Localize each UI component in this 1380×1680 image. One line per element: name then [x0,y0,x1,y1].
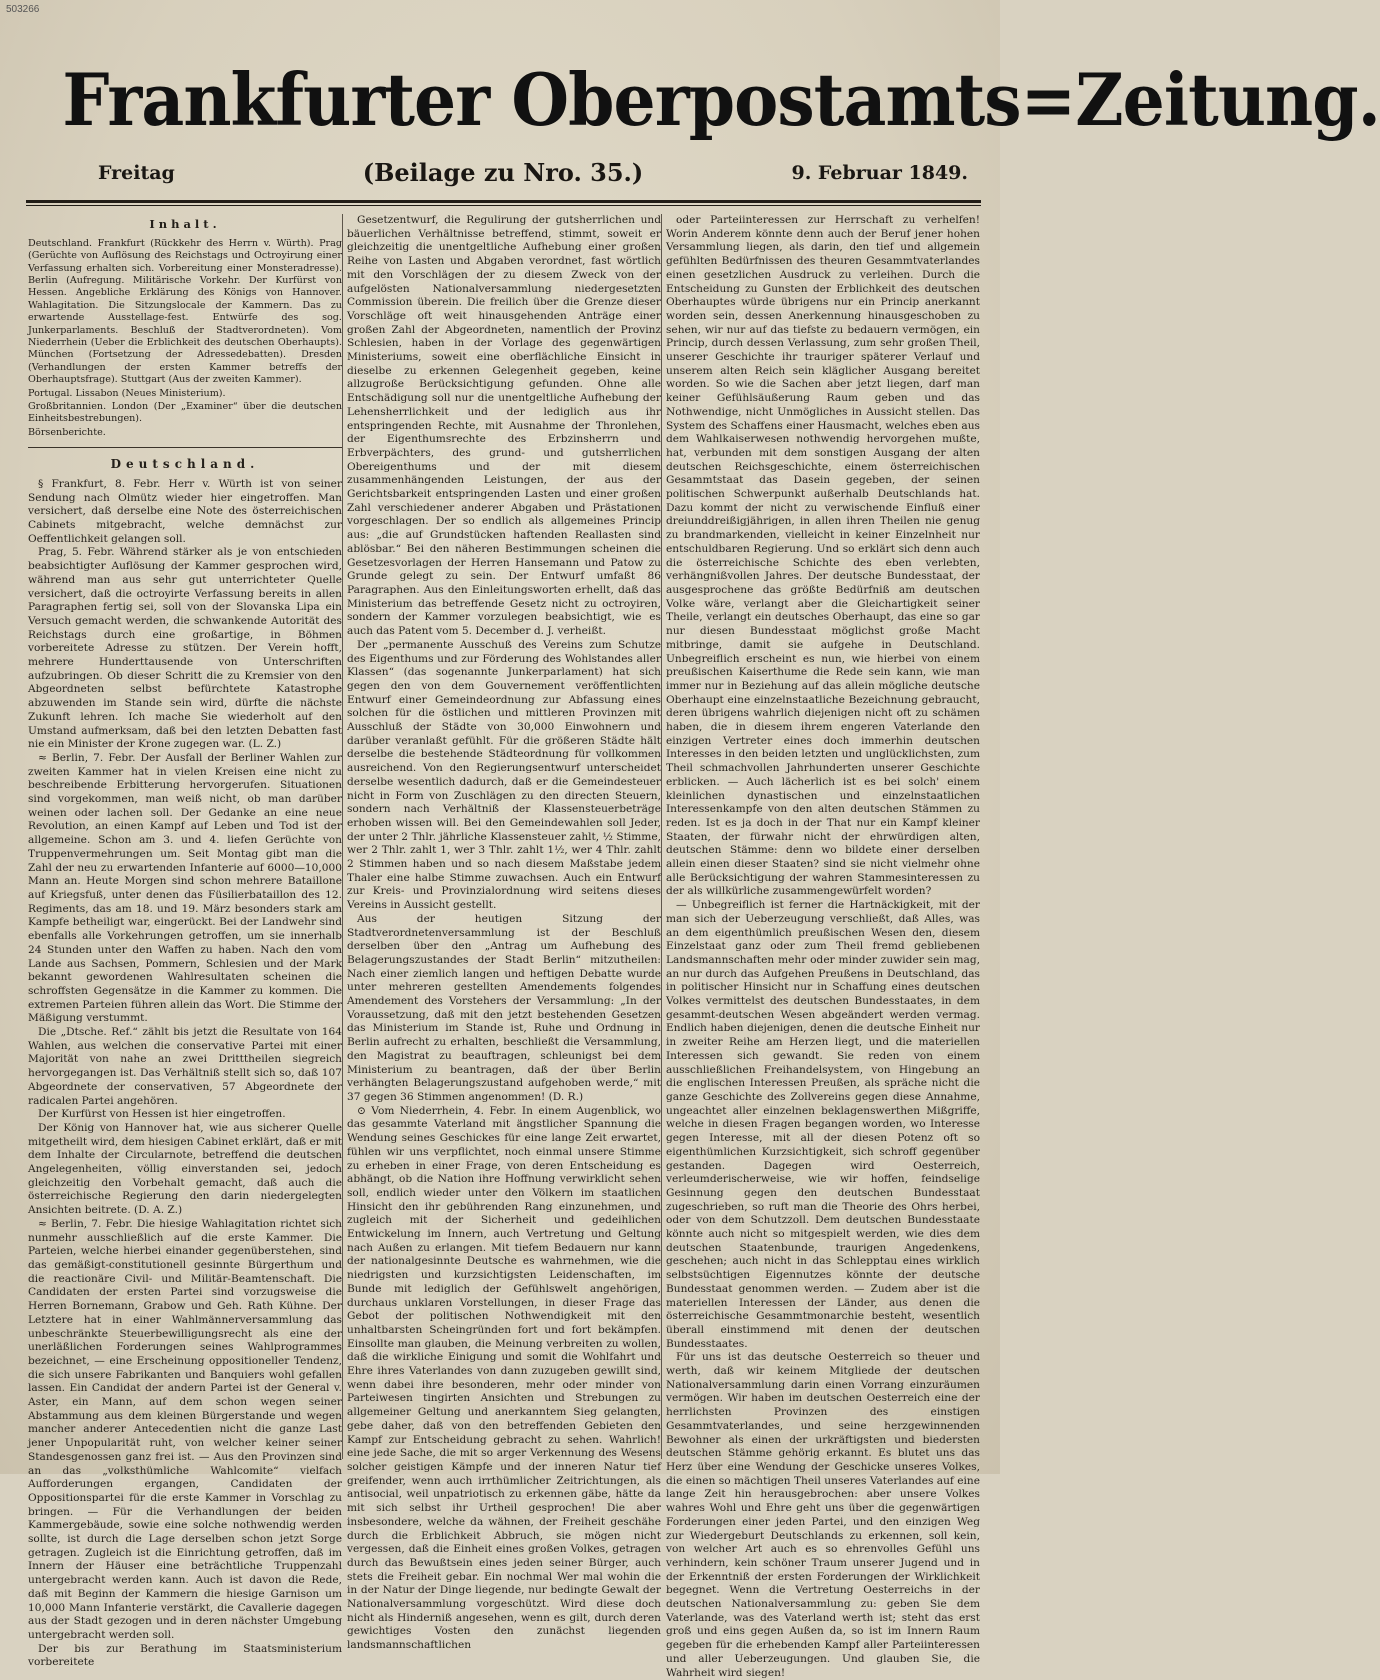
column-divider [661,214,662,1459]
column-3 [666,214,980,1679]
article-paragraph: Die „Dtsche. Ref.“ zählt bis jetzt die Resultate von 164 Wahlen, aus welchen die conservative Partei mit einer Majorität von nahe an zwei Dritttheilen siegreich hervorgegangen ist. Das Verhältniß stellt sich so, daß 107 Abgeordnete der conservativen, 57 Abgeordnete der radicalen Partei angehören. [28,1026,342,1107]
toc-heading: Inhalt. [149,217,221,231]
toc-entry: Deutschland. Frankfurt (Rückkehr des Herrn v. Würth). Prag (Gerüchte von Auflösung des Reichstags und Octroyirung einer Verfassung erhalten sich. Vorbereitung einer Monsteradresse). Berlin (Aufregung. Militärische Vorkehr. Der Kurfürst von Hessen. Angebliche Erklärung des Königs von Hannover. Wahlagitation. Die Sitzungslocale der Kammern. Das zu erwartende Ausstellage-fest. Entwürfe des sog. Junkerparlaments. Beschluß der Stadtverordneten). Vom Niederrhein (Ueber die Erblichkeit des deutschen Oberhaupts). München (Fortsetzung der Adressedebatten). Dresden (Verhandlungen der ersten Kammer betreffs der Oberhauptsfrage). Stuttgart (Aus der zweiten Kammer). [28,237,342,386]
column-divider [342,214,343,1459]
article-paragraph: ≈ Berlin, 7. Febr. Die hiesige Wahlagitation richtet sich nunmehr ausschließlich auf die erste Kammer. Die Parteien, welche hierbei einander gegenüberstehen, sind das gemäßigt-constitutionell gesinnte Bürgerthum und die reactionäre Civil- und Militär-Beamtenschaft. Die Candidaten der ersten Partei sind vorzugsweise die Herren Bornemann, Grabow und Geh. Rath Kühne. Der Letztere hat in einer Wahlmännerversammlung das unbeschränkte Steuerbewilligungsrecht als eine der unerläßlichen Forderungen seines Wahlprogrammes bezeichnet, — eine Erscheinung oppositioneller Tendenz, die sich unsere Fabrikanten und Banquiers wohl gefallen lassen. Ein Candidat der andern Partei ist der General v. Aster, ein Mann, auf dem schon wegen seiner Abstammung aus dem kleinen Bürgerstande und wegen mancher anderer Antecedentien nicht die ganze Last jener Unpopularität ruht, von welcher keiner seiner Standesgenossen ganz frei ist. — Aus den Provinzen sind an das „volksthümliche Wahlcomite“ vielfach Aufforderungen ergangen, Candidaten der Oppositionspartei für die erste Kammer in Vorschlag zu bringen. — Für die Verhandlungen der beiden Kammergebäude, sowie eine solche nothwendig werden sollte, ist durch die Lage derselben schon jetzt Sorge getragen. Zugleich ist die Einrichtung getroffen, daß im Innern der Häuser eine beträchtliche Truppenzahl untergebracht werden kann. Auch ist davon die Rede, daß mit Beginn der Kammern die hiesige Garnison um 10,000 Mann Infanterie verstärkt, die Cavallerie dagegen aus der Stadt gezogen und in deren nächster Umgebung untergebracht werden soll. [28,1217,342,1641]
column-1 [28,214,342,1669]
article-paragraph: oder Parteiinteressen zur Herrschaft zu verhelfen! Worin Anderem könnte denn auch der Beruf jener hohen Versammlung liegen, als darin, den tief und allgemein gefühlten Bedürfnissen des theuren Gesammtvaterlandes einen gesetzlichen Ausdruck zu verleihen. Durch die Entscheidung zu Gunsten der Erblichkeit des deutschen Oberhauptes würde übrigens nur ein Princip anerkannt worden sein, dessen Anerkennung hinausgeschoben zu sehen, wir nur auf das tiefste zu bedauern vermögen, ein Princip, durch dessen Verlassung, zum sehr großen Theil, unserer Geschichte ihr trauriger späterer Verlauf und unserem alten Reich sein kläglicher Ausgang bereitet worden. So wie die Sachen aber jetzt liegen, darf man keiner Gefühlsäußerung Raum geben und das Nothwendige, nicht Unmögliches in Aussicht stellen. Das System des Schaffens einer Hausmacht, welches eben aus dem Wahlkaiserwesen nothwendig hervorgehen mußte, hat, verbunden mit dem sonstigen Ausgang der alten deutschen Reichsgeschichte, einem österreichischen Gesammtstaat das Dasein gegeben, der seinen politischen Schwerpunkt außerhalb Deutschlands hat. Dazu kommt der nicht zu verwischende Einfluß einer dreiunddreißigjährigen, in allen ihren Theilen nie genug zu brandmarkenden, vielleicht in keiner Einzelnheit nur entschuldbaren Regierung. Und so erklärt sich denn auch die österreichische Schichte des eben verlebten, verhängnißvollen Jahres. Der deutsche Bundesstaat, der ausgesprochene das größte Bedürfniß am deutschen Volke wäre, verlangt aber die Gleichartigkeit seiner Theile, verlangt ein deutsches Oberhaupt, das eine so gar nur diesen Bundesstaat möglichst große Macht mitbringe, damit sie aufgehe in Deutschland. Unbegreiflich erscheint es nun, wie hierbei von einem preußischen Kaiserthume die Rede sein kann, wie man immer nur in Beziehung auf das allein mögliche deutsche Oberhaupt eine einzelnstaatliche Bezeichnung gebraucht, deren übrigens wahrlich diejenigen nicht oft zu schämen haben, die in diesem ihrem engeren Vaterlande den einzigen Vertreter eines doch immerhin deutschen Interesses in den beiden letzten und unglücklichsten, zum Theil schmachvollen Jahrhunderten unserer Geschichte erblicken. — Auch lächerlich ist es bei solch' einem kleinlichen dynastischen und einzelnstaatlichen Interessenkampfe von den alten deutschen Stämmen zu reden. Ist es ja doch in der That nur ein Kampf kleiner Staaten, der fürwahr nicht der ehrwürdigen alten, deutschen Stämme: denn wo bildete einer derselben allein einen dieser Staaten? sind sie nicht vielmehr ohne alle Berücksichtigung der wahren Stammesinteressen zu der als willkürliche zusammengewürfelt worden? [666,214,980,898]
toc-entry: Portugal. Lissabon (Neues Ministerium). [28,387,226,399]
article-paragraph: ⊙ Vom Niederrhein, 4. Febr. In einem Augenblick, wo das gesammte Vaterland mit ängstlicher Spannung die Wendung seines Geschickes für eine lange Zeit erwartet, fühlen wir uns verpflichtet, noch einmal unsere Stimme zu erheben in einer Frage, von deren Entscheidung es abhängt, ob die Nation ihre Hoffnung verwirklicht sehen soll, endlich wieder unter den Völkern im staatlichen Hinsicht den ihr gebührenden Rang einzunehmen, und zugleich mit der Sicherheit und gedeihlichen Entwickelung im Innern, auch Vertretung und Geltung nach Außen zu erlangen. Mit tiefem Bedauern nur kann der nationalgesinnte Deutsche es wahrnehmen, wie die niedrigsten und kurzsichtigsten Leidenschaften, im Bunde mit lediglich der Gefühlswelt angehörigen, durchaus unklaren Vorstellungen, in dieser Frage das Gebot der politischen Nothwendigkeit mit den unhaltbarsten Scheingründen fort und fort bekämpfen. Einsollte man glauben, die Meinung verbreiten zu wollen, daß die wirkliche Einigung und somit die Wohlfahrt und Ehre ihres Vaterlandes von dann zuzugeben gewillt sind, wenn dabei ihre besonderen, mehr oder minder von Parteiwesen tingirten Ansichten und Strebungen zu allgemeiner Geltung und anerkanntem Sieg gelangten, gebe daher, daß von den betreffenden Gebieten den Kampf zur Entscheidung gebracht zu sehen. Wahrlich! eine jede Sache, die mit so arger Verkennung des Wesens solcher geistigen Kämpfe und der inneren Natur tief greifender, wenn auch irrthümlicher Zeitrichtungen, als antisocial, weil unpatriotisch zu erkennen gäbe, hätte da mit sich selbst ihr Urtheil gesprochen! Die aber insbesondere, welche da wähnen, der Freiheit geschähe durch die Erblichkeit Abbruch, sie mögen nicht vergessen, daß die Einheit eines großen Volkes, getragen durch das Bewußtsein eines jeden seiner Bürger, auch stets die Freiheit gebar. Ein nochmal Wer mal wohin die in der Natur der Dinge liegende, nur bedingte Gewalt der Nationalversammlung vorgeschützt. Wird diese doch nicht als Hinderniß angesehen, wenn es gilt, durch deren gewichtiges Vosten den zunächst liegenden landsmannschaftlichen [347,1104,661,1652]
article-paragraph: Der König von Hannover hat, wie aus sicherer Quelle mitgetheilt wird, dem hiesigen Cabinet erklärt, daß er mit dem Inhalte der Circularnote, betreffend die deutschen Angelegenheiten, völlig einverstanden sei, jedoch gleichzeitig den Vorbehalt gemacht, daß auch die österreichische Regierung den darin niedergelegten Ansichten beitrete. (D. A. Z.) [28,1121,342,1217]
article-paragraph: Der Kurfürst von Hessen ist hier eingetroffen. [38,1108,286,1121]
column-2 [347,214,661,1652]
article-paragraph: — Unbegreiflich ist ferner die Hartnäckigkeit, mit der man sich der Ueberzeugung verschließt, daß Alles, was an dem eigenthümlich preußischen Wesen den, diesem Einzelstaat ganz oder zum Theil fremd gebliebenen Landsmannschaften mehr oder minder zuwider sein mag, an nur durch das Aufgehen Preußens in Deutschland, das in politischer Hinsicht nur in Schaffung eines deutschen Volkes vermittelst des deutschen Bundesstaates, in dem gesammt-deutschen Wesen abgeändert werden vermag. Endlich haben diejenigen, denen die deutsche Einheit nur in zweiter Reihe am Herzen liegt, und die materiellen Interessen sich gewandt. Sie reden von einem ausschließlichen Freihandelsystem, von Hingebung an die englischen Interessen Preußen, als spräche nicht die ganze Geschichte des Zollvereins gegen diese Annahme, ungeachtet aller einzelnen beklagenswerthen Mißgriffe, welche in diesen Fragen begangen worden, wo Interesse gegen Interesse, mit all der diesen Potenz oft so eigenthümlichen Kurzsichtigkeit, sich schroff gegenüber gestanden. Dagegen wird Oesterreich, verleumderischerweise, wie wir hoffen, feindselige Gesinnung gegen den deutschen Bundesstaat zugeschrieben, so ruft man die Theorie des Ohrs herbei, oder von dem Schutzzoll. Dem deutschen Bundesstaate könnte auch nicht so mitgespielt werden, wie dies dem deutschen Staatenbunde, traurigen Angedenkens, geschehen; auch nicht in das Schlepptau eines wirklich selbstsüchtigen Eigennutzes könnte der deutsche Bundesstaat genommen werden. — Zudem aber ist die materiellen Interessen der Länder, aus denen die österreichische Gesammtmonarchie besteht, wesentlich überall einstimmend mit denen der deutschen Bundesstaates. [666,899,980,1350]
article-paragraph: Gesetzentwurf, die Regulirung der gutsherrlichen und bäuerlichen Verhältnisse betreffend, stimmt, soweit er gleichzeitig die unentgeltliche Aufhebung einer großen Reihe von Lasten und Abgaben verordnet, fast wörtlich mit den Vorschlägen der zu diesem Zweck von der aufgelösten Nationalversammlung niedergesetzten Commission überein. Die freilich über die Grenze dieser Vorschläge oft weit hinausgehenden Anträge einer großen Zahl der Abgeordneten, namentlich der Provinz Schlesien, haben in der Vorlage des gegenwärtigen Ministeriums, soweit eine oberflächliche Einsicht in dieselbe zu erkennen Gelegenheit gegeben, keine allzugroße Berücksichtigung gefunden. Ohne alle Entschädigung soll nur die unentgeltliche Aufhebung der Lehensherrlichkeit und der lediglich aus ihr entspringenden Rechte, mit Ausnahme der Thronlehen, der Eigenthumsrechte des Erbzinsherrn und Erbverpächters, des grund- und gutsherrlichen Obereigenthums und der mit diesem zusammenhängenden Leistungen, der aus der Gerichtsbarkeit entspringenden Lasten und einer großen Zahl verschiedener anderer Abgaben und Prästationen vorgeschlagen. Der so endlich als allgemeines Princip aus: „die auf Grundstücken haftenden Reallasten sind ablösbar.“ Bei den näheren Bestimmungen scheinen die Gesetzesvorlagen der Herren Hansemann und Patow zu Grunde gelegt zu sein. Der Entwurf umfaßt 86 Paragraphen. Aus den Einleitungsworten erhellt, daß das Ministerium das betreffende Gesetz nicht zu octroyiren, sondern der Kammer vorzulegen beabsichtigt, wie es auch das Patent vom 5. December d. J. verheißt. [347,214,661,638]
masthead-rule-thin [26,205,981,206]
masthead-title: Frankfurter Oberpostamts=Zeitung. [62,57,1380,142]
issue-day: Freitag [98,162,175,184]
masthead-rule [26,200,981,203]
supplement-label: (Beilage zu Nro. 35.) [362,158,644,187]
article-paragraph: Aus der heutigen Sitzung der Stadtverordnetenversammlung ist der Beschluß derselben über den „Antrag um Aufhebung des Belagerungszustandes der Stadt Berlin“ mitzutheilen: Nach einer ziemlich langen und heftigen Debatte wurde unter mehreren gestellten Amendements folgendes Amendement des Vorstehers der Versammlung: „In der Voraussetzung, daß mit den jetzt bestehenden Gesetzen das Ministerium im Stande ist, Ruhe und Ordnung in Berlin aufrecht zu erhalten, beschließt die Versammlung, den Magistrat zu beauftragen, schleunigst bei dem Ministerium zu beantragen, daß der über Berlin verhängten Belagerungszustand aufgehoben werde,“ mit 37 gegen 36 Stimmen angenommen! (D. R.) [347,912,661,1103]
table-of-contents [28,238,342,440]
dateline [38,158,968,190]
toc-entry: Großbritannien. London (Der „Examiner“ über die deutschen Einheitsbestrebungen). [28,400,342,425]
toc-entry: Börsenberichte. [28,426,106,438]
section-rule [28,447,342,448]
article-paragraph: Prag, 5. Febr. Während stärker als je von entschieden beabsichtigter Auflösung der Kammer gesprochen wird, während man aus sehr gut unterrichteter Quelle versichert, daß die octroyirte Verfassung bereits in allen Paragraphen fertig sei, soll von der Slovanska Lipa ein Versuch gemacht werden, die schwankende Autorität des Reichstags durch eine großartige, in Böhmen vorbereitete Adresse zu stützen. Der Verein hofft, mehrere Hunderttausende von Unterschriften aufzubringen. Ob dieser Schritt die zu Kremsier von den Abgeordneten selbst befürchtete Katastrophe abzuwenden im Stande sein wird, dürfte die nächste Zukunft lehren. Ich mache Sie wiederholt auf den Umstand aufmerksam, daß bei den letzten Debatten fast nie ein Minister der Krone zugegen war. (L. Z.) [28,546,342,751]
article-paragraph: § Frankfurt, 8. Febr. Herr v. Würth ist von seiner Sendung nach Olmütz wieder hier eingetroffen. Man versichert, daß derselbe eine Note des österreichischen Cabinets mitgebracht, welche demnächst zur Oeffentlichkeit gelangen soll. [28,477,342,545]
article-paragraph: Der bis zur Berathung im Staatsministerium vorbereitete [28,1642,342,1669]
article-paragraph: Der „permanente Ausschuß des Vereins zum Schutze des Eigenthums und zur Förderung des Wohlstandes aller Klassen“ (das sogenannte Junkerparlament) hat sich gegen den von dem Gouvernement veröffentlichten Entwurf einer Gemeindeordnung zur Abfassung eines solchen für die östlichen und mittleren Provinzen mit Ausschluß der Städte von 30,000 Einwohnern und darüber veranlaßt gefühlt. Für die größeren Städte hält derselbe die bestehende Städteordnung für vollkommen ausreichend. Von den Regierungsentwurf unterscheidet derselbe wesentlich dadurch, daß er die Gemeindesteuer nicht in Form von Zuschlägen zu den directen Steuern, sondern nach Verhältniß der Klassensteuerbeträge erhoben wissen will. Bei den Gemeindewahlen soll Jeder, der unter 2 Thlr. jährliche Klassensteuer zahlt, ½ Stimme, wer 2 Thlr. zahlt 1, wer 3 Thlr. zahlt 1½, wer 4 Thlr. zahlt 2 Stimmen haben und so nach diesem Maßstabe jedem Thaler eine halbe Stimme zuwachsen. Auch ein Entwurf zur Kreis- und Provinzialordnung wird seitens dieses Vereins in Aussicht gestellt. [347,638,661,912]
article-paragraph: ≈ Berlin, 7. Febr. Der Ausfall der Berliner Wahlen zur zweiten Kammer hat in vielen Kreisen eine nicht zu beschreibende Erbitterung hervorgerufen. Situationen sind vorgekommen, man weiß nicht, ob man darüber weinen oder lachen soll. Der Gedanke an eine neue Revolution, an einen Kampf auf Leben und Tod ist der allgemeine. Schon am 3. und 4. liefen Gerüchte von Truppenvermehrungen um. Seit Montag gibt man die Zahl der neu zu erwartenden Infanterie auf 6000—10,000 Mann an. Heute Morgen sind schon mehrere Bataillone auf Kriegsfuß, unter denen das Füsilierbataillon des 12. Regiments, das am 18. und 19. März besonders stark am Kampfe betheiligt war, eingerückt. Bei der Landwehr sind ebenfalls alle Vorkehrungen getroffen, um sie innerhalb 24 Stunden unter den Waffen zu haben. Nach den vom Lande aus Sachsen, Pommern, Schlesien und der Mark bekannt gewordenen Wahlresultaten scheinen die schroffsten Gegensätze in die Kammer zu kommen. Die extremen Parteien führen allein das Wort. Die Stimme der Mäßigung verstummt. [28,751,342,1025]
section-heading: Deutschland. [110,457,260,472]
article-paragraph: Für uns ist das deutsche Oesterreich so theuer und werth, daß wir keinem Mitgliede der deutschen Nationalversammlung darin einen Vorrang einzuräumen vermögen. Wir haben im deutschen Oesterreich eine der herrlichsten Provinzen des einstigen Gesammtvaterlandes, und seine herzgewinnenden Bewohner als einen der urkräftigsten und biedersten deutschen Stämme gehörig erkannt. Es blutet uns das Herz über eine Wendung der Geschicke unseres Volkes, die einen so mächtigen Theil unseres Vaterlandes auf eine lange Zeit hin herausgebrochen: aber unsere Volkes wahres Wohl und Ehre geht uns über die gegenwärtigen Forderungen einer jeden Partei, und den einzigen Weg zur Wiedergeburt Deutschlands zu erkennen, soll kein, von welcher Art auch es so ehrenvolles Gefühl uns verhindern, kein schöner Traum unserer Jugend und in der Erkenntniß der ersten Forderungen der Wirklichkeit begegnet. Wenn die Vertretung Oesterreichs in der deutschen Nationalversammlung zu: geben Sie dem Vaterlande, was des Vaterland werth ist; steht das erst groß und eins gegen Außen da, so ist im Innern Raum gegeben für die erhebenden Kampf aller Parteiinteressen und aller Ueberzeugungen. Und glauben Sie, die Wahrheit wird siegen! [666,1351,980,1679]
page-id: 503266 [6,4,40,15]
issue-date: 9. Februar 1849. [791,162,968,184]
